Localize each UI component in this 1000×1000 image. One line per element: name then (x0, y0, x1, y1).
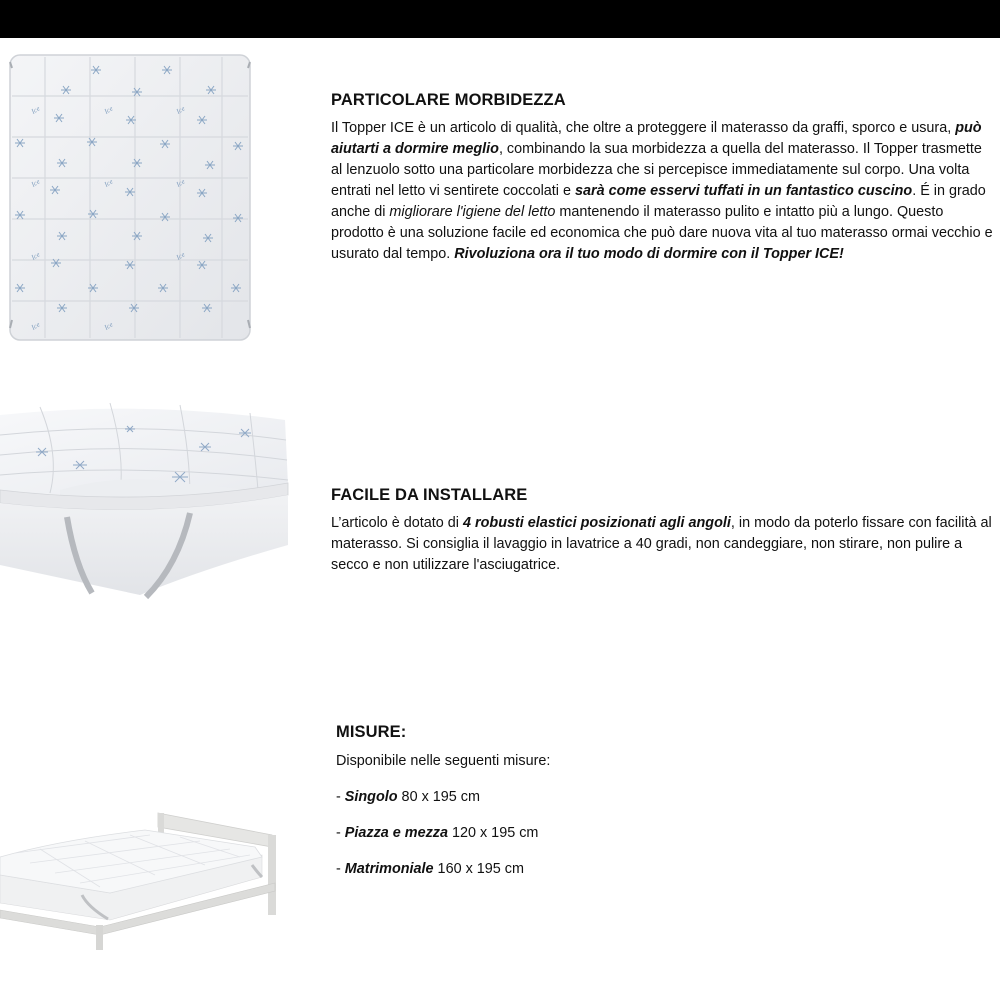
section-body (331, 513, 993, 576)
body-text-run: . É in grado anche di (331, 183, 986, 220)
size-name: Piazza e mezza (344, 825, 448, 841)
svg-text:Ice: Ice (175, 177, 187, 189)
body-text-run: , combinando la sua morbidezza a quella del materasso. Il Topper trasmette al lenzuolo sotto una particolare morbidezza che si percepisce immediatamente sul corpo. Una volta entrati nel letto vi sentirete coccolati e (331, 141, 982, 199)
size-dims: 160 x 195 cm (433, 861, 524, 877)
misure-title: MISURE: (336, 723, 407, 741)
body-text-run: mantenendo il materasso pulito e intatto più a lungo. Questo prodotto è una soluzione facile ed economica che può dare nuova vita al tuo materasso ormai vecchio e usurato dal tempo. (331, 204, 993, 262)
svg-text:Ice: Ice (30, 320, 42, 332)
section-facile-da-installare (331, 486, 993, 576)
size-dims: 120 x 195 cm (447, 825, 539, 841)
svg-text:Ice: Ice (30, 104, 42, 116)
svg-text:Ice: Ice (103, 320, 115, 332)
svg-text:Ice: Ice (175, 104, 187, 116)
misure-intro: Disponibile nelle seguenti misure: (336, 753, 551, 769)
topper-corner-elastic-image (0, 395, 290, 610)
svg-text:Ice: Ice (103, 177, 115, 189)
section-misure (336, 723, 736, 893)
size-name: Singolo (344, 789, 398, 805)
topper-on-bed-image (0, 805, 290, 950)
svg-text:Ice: Ice (30, 177, 42, 189)
emphasis-text-run: migliorare l'igiene del letto (389, 204, 556, 220)
emphasis-text-run: può aiutarti a dormire meglio (331, 120, 982, 157)
section-particolare-morbidezza (331, 91, 993, 265)
section-title: FACILE DA INSTALLARE (331, 486, 528, 504)
size-item-singolo (336, 787, 480, 808)
body-text-run: , in modo da poterlo fissare con facilità al materasso. Si consiglia il lavaggio in lavatrice a 40 gradi, non candeggiare, non stirare, non pulire a secco e non utilizzare l'asciugatrice. (331, 515, 992, 573)
emphasis-text-run: sarà come esservi tuffati in un fantastico cuscino (574, 183, 913, 199)
svg-text:Ice: Ice (30, 250, 42, 262)
svg-text:Ice: Ice (103, 104, 115, 116)
body-text-run: Il Topper ICE è un articolo di qualità, che oltre a proteggere il materasso da graffi, sporco e usura, (331, 120, 956, 136)
bullet-dash: - (336, 861, 345, 877)
size-item-matrimoniale (336, 859, 524, 880)
bullet-dash: - (336, 825, 345, 841)
body-text-run: L’articolo è dotato di (331, 515, 464, 531)
size-name: Matrimoniale (344, 861, 434, 877)
size-item-piazza-e-mezza (336, 823, 538, 844)
topper-top-view-image (0, 40, 290, 350)
emphasis-text-run: 4 robusti elastici posizionati agli angoli (463, 515, 731, 531)
section-title: PARTICOLARE MORBIDEZZA (331, 91, 566, 109)
svg-text:Ice: Ice (175, 250, 187, 262)
size-dims: 80 x 195 cm (397, 789, 480, 805)
bullet-dash: - (336, 789, 345, 805)
section-body (331, 118, 993, 265)
emphasis-text-run: Rivoluziona ora il tuo modo di dormire con il Topper ICE! (454, 246, 844, 262)
top-black-bar (0, 0, 1000, 38)
